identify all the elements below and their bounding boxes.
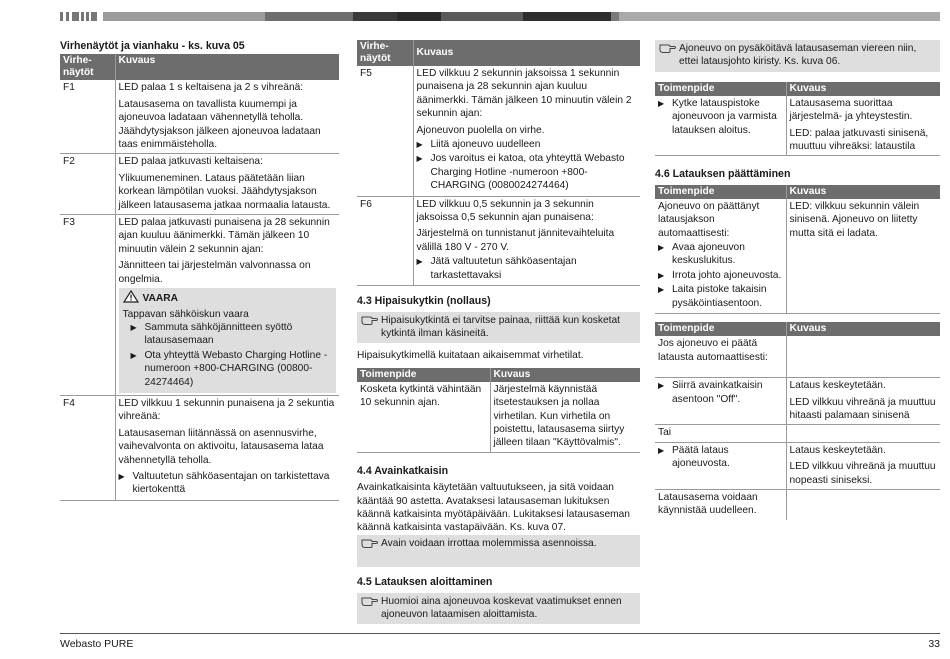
row-text: Jännitteen tai järjestelmän valvonnassa on ongelmia. <box>118 260 311 285</box>
row-text: Ajoneuvon puolella on virhe. <box>416 124 545 136</box>
table-row <box>60 215 339 396</box>
col-header-desc: Kuvaus <box>413 40 640 66</box>
middle-column <box>357 40 640 624</box>
col-header-desc: Kuvaus <box>786 185 940 199</box>
table-row <box>655 336 940 378</box>
row-text: LED: palaa jatkuvasti sinisenä, muuttuu vihreäksi: lataustila <box>789 127 929 153</box>
table-row <box>655 489 940 519</box>
row-text: Ylikuumeneminen. Lataus päätetään liian korkean lämpötilan vuoksi. Jäähdytysjakson jälkeen latausasema jatkaa normaalia latausta. <box>118 172 331 211</box>
danger-warning-box <box>119 288 337 393</box>
table-row <box>357 66 640 196</box>
col-header-action: Toimenpide <box>357 368 490 382</box>
section-title-4-5: 4.5 Latauksen aloittaminen <box>357 576 493 589</box>
error-table-middle <box>357 40 640 286</box>
row-text: Latausasema on tavallista kuumempi ja ajoneuvoa ladataan vähennetyllä teholla. Jäähdytysjakson jälkeen ajoneuvoa ladataan taas enimmäisteholla. <box>118 98 321 151</box>
row-text: LED vilkkuu 2 sekunnin jaksoissa 1 sekunnin punaisena ja 28 sekunnin ajan kuuluu äänimerkki. Tämän jälkeen 10 minuutin välein 2 sekunnin ajan: <box>416 68 632 120</box>
action-cell: Tai <box>655 425 786 442</box>
reset-table <box>357 368 640 453</box>
col-header-code: Virhe-näytöt <box>60 54 115 80</box>
bullet-triangle-icon: ▶ <box>658 381 665 391</box>
footer-brand: Webasto PURE <box>60 638 134 650</box>
col-header-code: Virhe-näytöt <box>357 40 413 66</box>
row-text: LED vilkkuu vihreänä ja muuttuu nopeasti siniseksi. <box>789 461 936 486</box>
col-header-action: Toimenpide <box>655 322 786 336</box>
list-item: ▶ Avaa ajoneuvon keskuslukitus. <box>658 242 745 267</box>
row-text: Ajoneuvo on päättänyt latausjakson automaattisesti: <box>658 200 760 239</box>
table-row <box>357 382 640 453</box>
note-box: Ajoneuvo on pysäköitävä latausaseman viereen niin, ettei latausjohto kiristy. Ks. kuva 06. <box>655 40 940 72</box>
action-cell: Latausasema voidaan käynnistää uudelleen. <box>658 491 758 517</box>
row-text: Latausaseman liitännässä on asennusvirhe, vaihevalvonta on aktivoitu, latausasema lataa vähennetyllä teholla. <box>118 427 324 466</box>
col-header-desc: Kuvaus <box>786 82 940 96</box>
table-row <box>60 80 339 154</box>
bullet-triangle-icon: ▶ <box>416 154 423 164</box>
error-code: F6 <box>357 196 413 285</box>
row-text: LED vilkkuu 1 sekunnin punaisena ja 2 sekuntia vihreänä: <box>118 397 335 423</box>
row-text: Latausasema suorittaa järjestelmä- ja yhteystestin. <box>789 97 913 123</box>
note-box: Hipaisukytkintä ei tarvitse painaa, riittää kun kosketat kytkintä ilman käsineitä. <box>357 312 640 344</box>
bullet-triangle-icon: ▶ <box>658 243 665 253</box>
end-charging-table <box>655 185 940 314</box>
row-text: LED palaa jatkuvasti punaisena ja 28 sekunnin ajan kuuluu äänimerkki. Tämän jälkeen 10 minuutin välein 2 sekunnin ajan: <box>118 217 330 255</box>
right-column <box>655 40 940 520</box>
pointing-hand-icon <box>361 537 378 548</box>
col-header-action: Toimenpide <box>655 82 786 96</box>
row-text: LED palaa jatkuvasti keltaisena: <box>118 156 263 168</box>
table-row <box>60 395 339 500</box>
stop-charging-table <box>655 322 940 520</box>
error-code: F5 <box>357 66 413 196</box>
desc-cell: Järjestelmä käynnistää itsetestauksen ja nollaa virhetilan. Kun virhetila on poistettu, latausasema siirtyy jälleen tilaan "Käyttövalmis". <box>490 382 640 453</box>
section-title-4-6: 4.6 Latauksen päättäminen <box>655 168 791 181</box>
left-column <box>60 40 339 501</box>
warning-title: VAARA <box>142 293 178 305</box>
table-row <box>655 96 940 156</box>
table-row <box>655 378 940 425</box>
list-item: ▶ Päätä lataus ajoneuvosta. <box>658 444 730 470</box>
start-charging-table <box>655 82 940 157</box>
footer-divider <box>60 633 940 634</box>
bullet-triangle-icon: ▶ <box>118 471 125 481</box>
paragraph: Hipaisukytkimellä kuitataan aikaisemmat virhetilat. <box>357 350 584 362</box>
row-text: LED vilkkuu 0,5 sekunnin ja 3 sekunnin jaksoissa 0,5 sekunnin ajan punaisena: <box>416 198 594 224</box>
list-item: ▶ Liitä ajoneuvo uudelleen <box>416 139 541 151</box>
section-title-4-4: 4.4 Avainkatkaisin <box>357 464 449 477</box>
error-code: F1 <box>60 80 115 154</box>
error-code: F3 <box>60 215 115 396</box>
section-title-4-3: 4.3 Hipaisukytkin (nollaus) <box>357 295 491 308</box>
table-row <box>655 425 940 442</box>
list-item: ▶ Valtuutetun sähköasentajan on tarkistettava kiertokenttä <box>118 470 330 496</box>
note-box: Avain voidaan irrottaa molemmissa asennoissa. <box>357 535 640 567</box>
table-row <box>655 199 940 314</box>
col-header-desc: Kuvaus <box>115 54 339 80</box>
pointing-hand-icon <box>361 314 378 325</box>
warning-triangle-icon <box>123 290 139 307</box>
list-item: ▶ Laita pistoke takaisin pysäköintiasentoon. <box>658 284 767 309</box>
error-table-left <box>60 54 339 500</box>
table-row <box>60 154 339 215</box>
desc-cell: LED: vilkkuu sekunnin välein sinisenä. Ajoneuvo on liitetty mutta sitä ei ladata. <box>786 199 940 314</box>
error-code: F2 <box>60 154 115 215</box>
list-item: ▶ Siirrä avainkatkaisin asentoon "Off". <box>658 380 763 405</box>
col-header-desc: Kuvaus <box>786 322 940 336</box>
row-text: Lataus keskeytetään. <box>789 444 886 456</box>
col-header-desc: Kuvaus <box>490 368 640 382</box>
bullet-triangle-icon: ▶ <box>416 257 423 267</box>
bullet-triangle-icon: ▶ <box>130 322 137 332</box>
pointing-hand-icon <box>659 42 676 53</box>
col-header-action: Toimenpide <box>655 185 786 199</box>
bullet-triangle-icon: ▶ <box>416 140 423 150</box>
pointing-hand-icon <box>361 595 378 606</box>
header-decoration-bar <box>60 12 940 21</box>
error-section-heading: Virhenäytöt ja vianhaku - ks. kuva 05 <box>60 40 245 52</box>
row-text: LED vilkkuu vihreänä ja muuttuu hitaasti palamaan sinisenä <box>789 396 936 421</box>
row-text: Järjestelmä on tunnistanut jännitevaihteluita välillä 180 V - 270 V. <box>416 228 615 253</box>
page-number: 33 <box>928 638 940 650</box>
bullet-triangle-icon: ▶ <box>658 445 665 455</box>
list-item: ▶ Kytke latauspistoke ajoneuvoon ja varmista latauksen aloitus. <box>658 97 777 136</box>
action-cell: Jos ajoneuvo ei päätä latausta automaattisesti: <box>655 336 786 378</box>
list-item: ▶ Sammuta sähköjännitteen syöttö latausasemaan <box>130 321 293 347</box>
bullet-triangle-icon: ▶ <box>658 98 665 108</box>
table-row <box>655 442 940 489</box>
paragraph: Avainkatkaisinta käytetään valtuutukseen, ja sitä voidaan kääntää 90 astetta. Avataksesi latausaseman lukituksen käännä katkaisinta myötäpäivään. Lukitaksesi latausaseman käännä katkaisinta vastapäivään. Ks. kuva 07. <box>357 482 630 534</box>
bullet-triangle-icon: ▶ <box>658 270 665 280</box>
note-box: Huomioi aina ajoneuvoa koskevat vaatimukset ennen ajoneuvon lataamisen aloittamista. <box>357 593 640 625</box>
table-row <box>357 196 640 285</box>
list-item: ▶ Jätä valtuutetun sähköasentajan tarkastettavaksi <box>416 256 577 281</box>
list-item: ▶ Jos varoitus ei katoa, ota yhteyttä Webasto Charging Hotline -numeroon +800-CHARGING (0080024274464) <box>416 153 625 192</box>
row-text: Lataus keskeytetään. <box>789 380 886 392</box>
list-item: ▶ Ota yhteyttä Webasto Charging Hotline -numeroon +800-CHARGING (00800-24274464) <box>130 349 328 388</box>
row-text: LED palaa 1 s keltaisena ja 2 s vihreänä: <box>118 82 304 94</box>
bullet-triangle-icon: ▶ <box>130 350 137 360</box>
error-code: F4 <box>60 395 115 500</box>
warning-text: Tappavan sähköiskun vaara <box>122 308 249 320</box>
action-cell: Kosketa kytkintä vähintään 10 sekunnin ajan. <box>357 382 490 453</box>
list-item: ▶ Irrota johto ajoneuvosta. <box>658 269 782 281</box>
bullet-triangle-icon: ▶ <box>658 285 665 295</box>
